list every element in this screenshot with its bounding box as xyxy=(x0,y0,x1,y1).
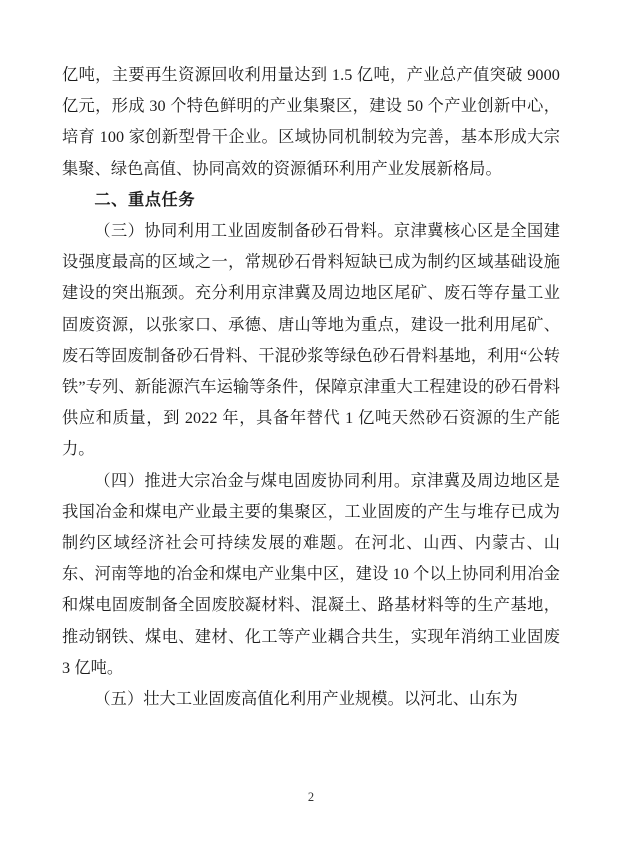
paragraph-item-four: （四）推进大宗冶金与煤电固废协同利用。京津冀及周边地区是我国冶金和煤电产业最主要的集聚区，工业固废的产生与堆存已成为制约区域经济社会可持续发展的难题。在河北、山西、内蒙古、山东、河南等地的冶金和煤电产业集中区，建设 10 个以上协同利用冶金和煤电固废制备全固废胶凝材料、混凝土、路基材料等的生产基地，推动钢铁、煤电、建材、化工等产业耦合共生，实现年消纳工业固废 3 亿吨。 xyxy=(62,471,560,677)
section-heading-key-tasks: 二、重点任务 xyxy=(94,190,196,209)
document-body xyxy=(62,60,560,715)
paragraph-continued: 亿吨，主要再生资源回收利用量达到 1.5 亿吨，产业总产值突破 9000 亿元，形成 30 个特色鲜明的产业集聚区，建设 50 个产业创新中心，培育 100 家创新型骨干企业。区域协同机制较为完善，基本形成大宗集聚、绿色高值、协同高效的资源循环利用产业发展新格局。 xyxy=(62,66,560,178)
paragraph-item-three: （三）协同利用工业固废制备砂石骨料。京津冀核心区是全国建设强度最高的区域之一，常规砂石骨料短缺已成为制约区域基础设施建设的突出瓶颈。充分利用京津冀及周边地区尾矿、废石等存量工业固废资源，以张家口、承德、唐山等地为重点，建设一批利用尾矿、废石等固废制备砂石骨料、干混砂浆等绿色砂石骨料基地，利用“公转铁”专列、新能源汽车运输等条件，保障京津重大工程建设的砂石骨料供应和质量，到 2022 年，具备年替代 1 亿吨天然砂石资源的生产能力。 xyxy=(62,222,560,459)
page-number: 2 xyxy=(307,790,315,804)
paragraph-item-five: （五）壮大工业固废高值化利用产业规模。以河北、山东为 xyxy=(94,690,518,709)
